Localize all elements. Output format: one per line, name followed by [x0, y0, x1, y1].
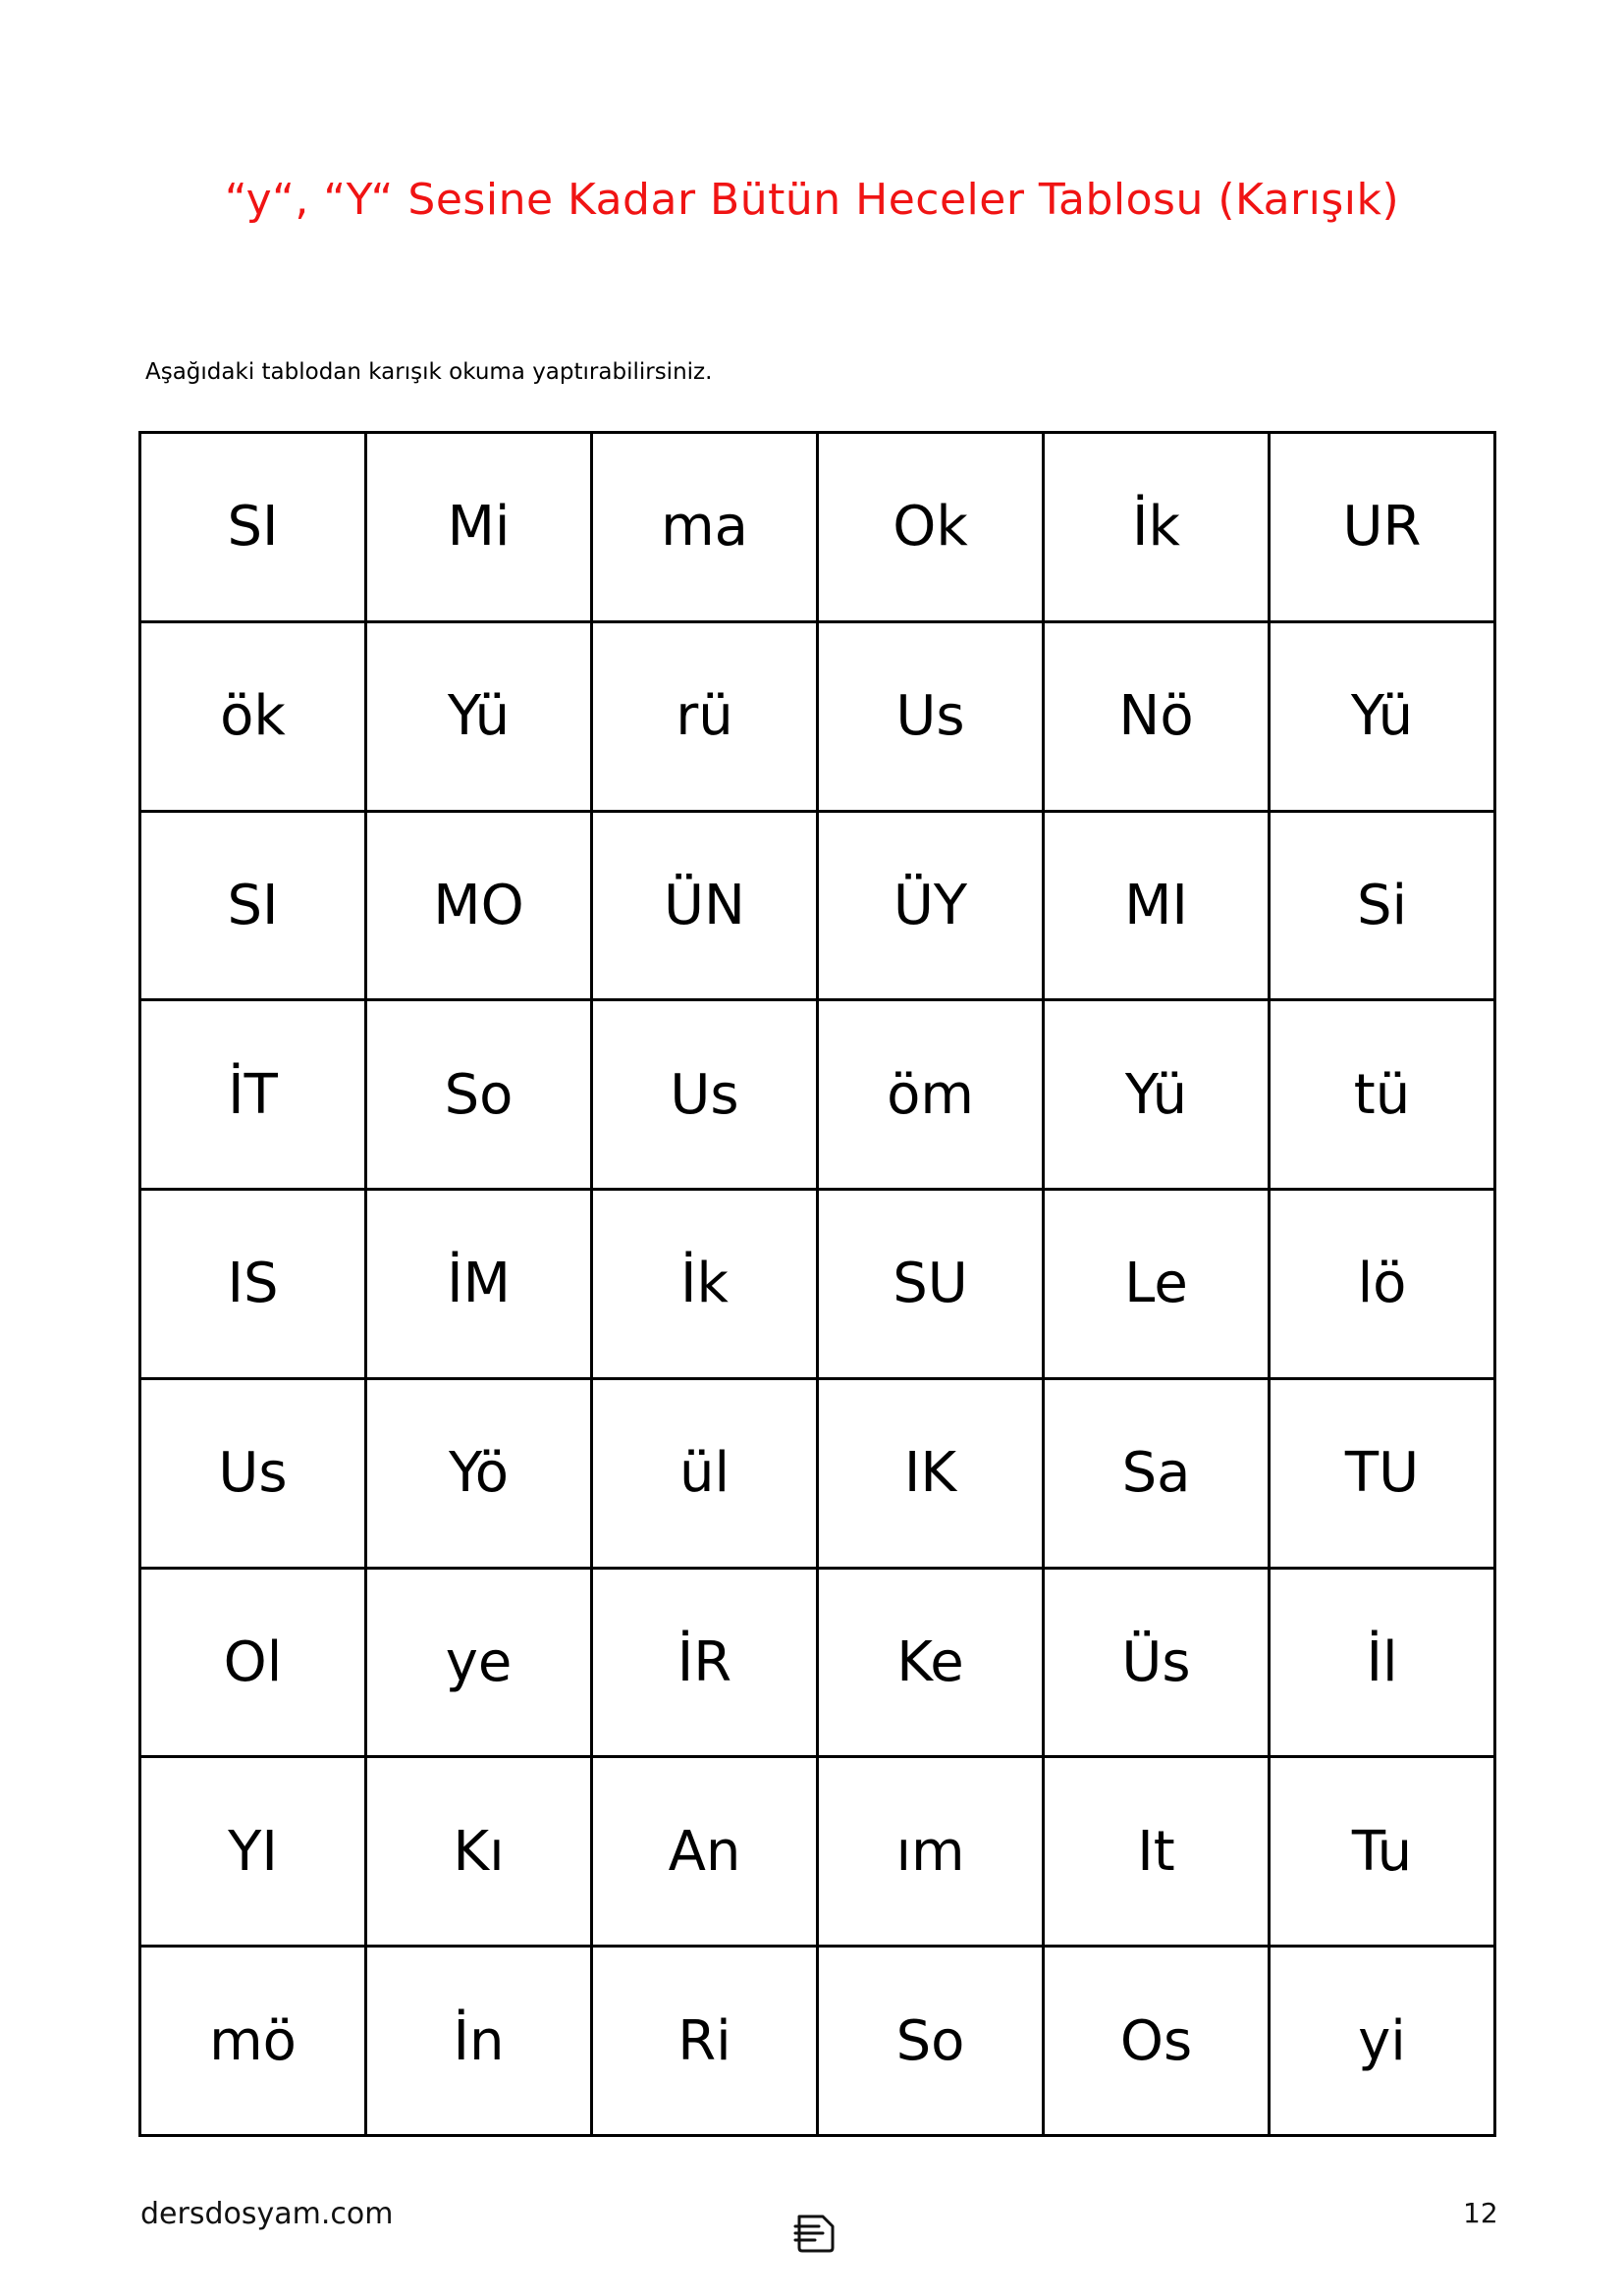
table-cell: SI — [140, 433, 366, 622]
table-cell: rü — [592, 621, 818, 811]
table-cell: ye — [366, 1568, 592, 1757]
table-cell: Sa — [1044, 1378, 1270, 1568]
table-cell: IK — [818, 1378, 1044, 1568]
table-row — [140, 1000, 1495, 1190]
instruction-text: Aşağıdaki tablodan karışık okuma yaptırabilirsiniz. — [145, 359, 713, 385]
table-cell: Mi — [366, 433, 592, 622]
table-cell: ma — [592, 433, 818, 622]
table-cell: TU — [1270, 1378, 1495, 1568]
table-cell: Yö — [366, 1378, 592, 1568]
table-row — [140, 1378, 1495, 1568]
table-cell: Yü — [1270, 621, 1495, 811]
table-cell: IS — [140, 1190, 366, 1379]
table-cell: ım — [818, 1757, 1044, 1947]
table-cell: İM — [366, 1190, 592, 1379]
table-cell: İT — [140, 1000, 366, 1190]
page-number: 12 — [1463, 2197, 1498, 2229]
table-cell: İn — [366, 1947, 592, 2136]
table-cell: An — [592, 1757, 818, 1947]
table-cell: İl — [1270, 1568, 1495, 1757]
table-cell: ÜY — [818, 811, 1044, 1000]
table-cell: öm — [818, 1000, 1044, 1190]
table-cell: Ri — [592, 1947, 818, 2136]
table-cell: mö — [140, 1947, 366, 2136]
table-cell: Us — [140, 1378, 366, 1568]
table-cell: Si — [1270, 811, 1495, 1000]
syllable-table — [138, 431, 1496, 2137]
table-cell: Ke — [818, 1568, 1044, 1757]
table-row — [140, 621, 1495, 811]
document-lines-icon — [793, 2213, 839, 2254]
table-cell: ül — [592, 1378, 818, 1568]
table-row — [140, 1947, 1495, 2136]
table-cell: ök — [140, 621, 366, 811]
table-cell: İR — [592, 1568, 818, 1757]
table-cell: Yü — [366, 621, 592, 811]
table-cell: Us — [818, 621, 1044, 811]
table-row — [140, 1757, 1495, 1947]
table-cell: Tu — [1270, 1757, 1495, 1947]
table-row — [140, 1190, 1495, 1379]
table-cell: Yü — [1044, 1000, 1270, 1190]
table-row — [140, 433, 1495, 622]
table-row — [140, 1568, 1495, 1757]
page-title: “y“, “Y“ Sesine Kadar Bütün Heceler Tablosu (Karışık) — [224, 175, 1400, 225]
table-cell: İk — [1044, 433, 1270, 622]
footer-site-link[interactable]: dersdosyam.com — [140, 2197, 394, 2231]
table-cell: Os — [1044, 1947, 1270, 2136]
table-cell: Le — [1044, 1190, 1270, 1379]
table-cell: Üs — [1044, 1568, 1270, 1757]
table-cell: YI — [140, 1757, 366, 1947]
table-cell: Nö — [1044, 621, 1270, 811]
table-cell: Ok — [818, 433, 1044, 622]
table-cell: ÜN — [592, 811, 818, 1000]
table-cell: So — [366, 1000, 592, 1190]
table-cell: Ol — [140, 1568, 366, 1757]
table-cell: İk — [592, 1190, 818, 1379]
table-cell: yi — [1270, 1947, 1495, 2136]
table-cell: lö — [1270, 1190, 1495, 1379]
table-cell: MO — [366, 811, 592, 1000]
table-cell: tü — [1270, 1000, 1495, 1190]
table-cell: SU — [818, 1190, 1044, 1379]
table-cell: MI — [1044, 811, 1270, 1000]
table-cell: UR — [1270, 433, 1495, 622]
table-cell: SI — [140, 811, 366, 1000]
table-cell: So — [818, 1947, 1044, 2136]
table-cell: Us — [592, 1000, 818, 1190]
table-row — [140, 811, 1495, 1000]
table-cell: Kı — [366, 1757, 592, 1947]
table-cell: It — [1044, 1757, 1270, 1947]
